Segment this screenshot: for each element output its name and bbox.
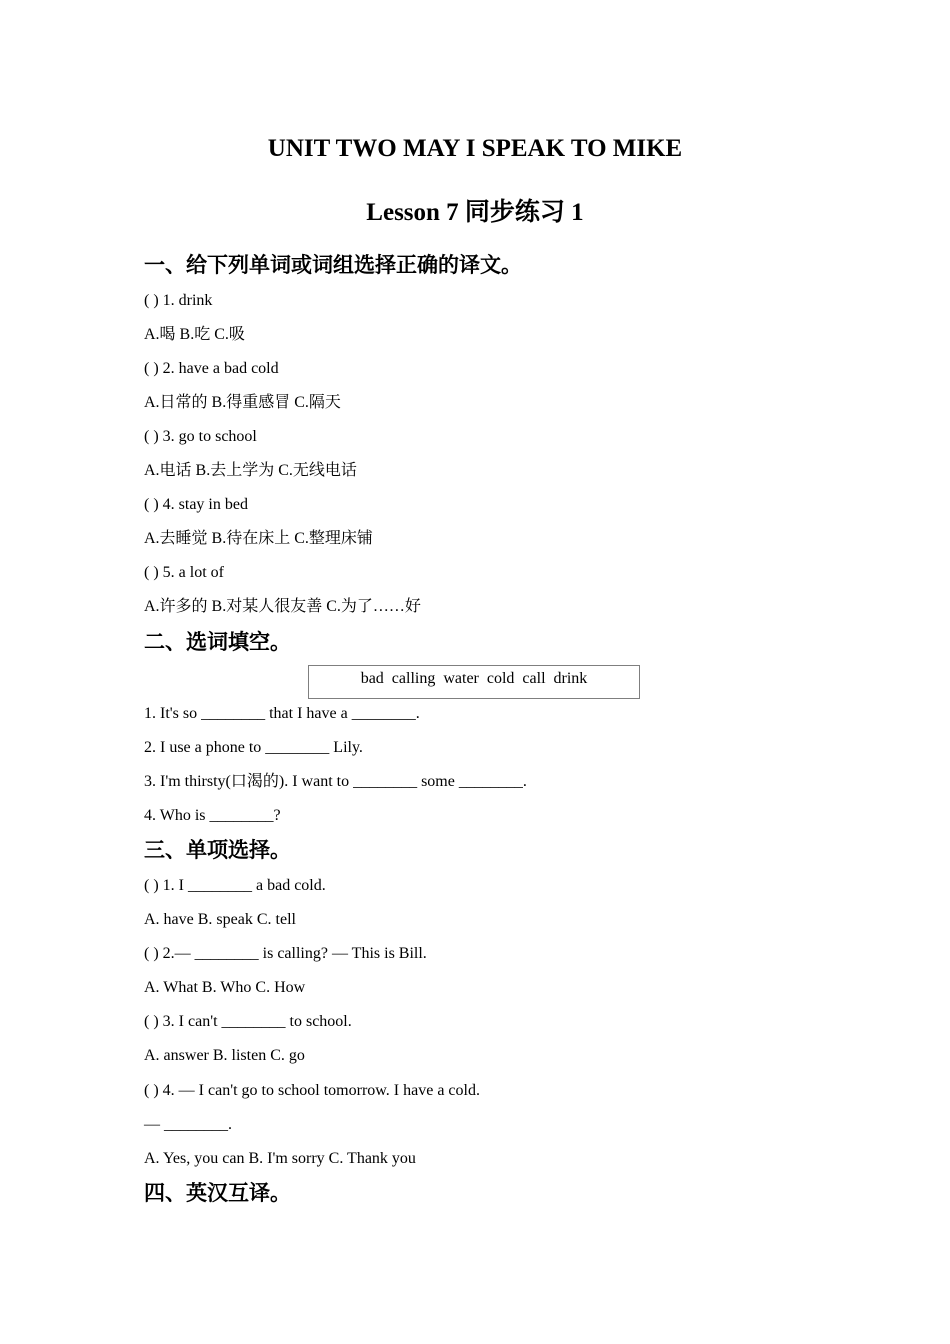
- s3-question-1: ( ) 1. I ________ a bad cold.: [144, 877, 326, 894]
- s1-options-5: A.许多的 B.对某人很友善 C.为了……好: [144, 598, 421, 615]
- s1-question-1: ( ) 1. drink: [144, 292, 213, 309]
- section2-heading: 二、选词填空。: [144, 630, 291, 654]
- word-bank-box: bad calling water cold call drink: [308, 665, 640, 699]
- s2-item-4: 4. Who is ________?: [144, 807, 281, 824]
- s3-reply-4: — ________.: [144, 1116, 232, 1133]
- s3-options-3: A. answer B. listen C. go: [144, 1047, 305, 1064]
- lesson-title: Lesson 7 同步练习 1: [366, 199, 584, 226]
- s2-item-3: 3. I'm thirsty(口渴的). I want to ________ some ________.: [144, 773, 527, 790]
- s1-options-3: A.电话 B.去上学为 C.无线电话: [144, 462, 357, 479]
- s3-options-2: A. What B. Who C. How: [144, 979, 306, 996]
- s3-question-2: ( ) 2.— ________ is calling? — This is Bill.: [144, 945, 427, 962]
- s1-options-4: A.去睡觉 B.待在床上 C.整理床铺: [144, 530, 373, 547]
- s1-options-2: A.日常的 B.得重感冒 C.隔天: [144, 394, 341, 411]
- s1-question-2: ( ) 2. have a bad cold: [144, 360, 279, 377]
- section3-heading: 三、单项选择。: [144, 838, 291, 862]
- s3-options-1: A. have B. speak C. tell: [144, 911, 296, 928]
- s3-question-3: ( ) 3. I can't ________ to school.: [144, 1013, 352, 1030]
- s3-question-4: ( ) 4. — I can't go to school tomorrow. I have a cold.: [144, 1082, 480, 1099]
- s3-options-4: A. Yes, you can B. I'm sorry C. Thank you: [144, 1150, 416, 1167]
- s2-item-2: 2. I use a phone to ________ Lily.: [144, 739, 363, 756]
- s2-item-1: 1. It's so ________ that I have a ________.: [144, 705, 420, 722]
- section4-heading: 四、英汉互译。: [144, 1181, 291, 1205]
- s1-question-3: ( ) 3. go to school: [144, 428, 257, 445]
- unit-title: UNIT TWO MAY I SPEAK TO MIKE: [267, 135, 683, 162]
- s1-options-1: A.喝 B.吃 C.吸: [144, 326, 245, 343]
- s1-question-5: ( ) 5. a lot of: [144, 564, 224, 581]
- section1-heading: 一、给下列单词或词组选择正确的译文。: [144, 253, 522, 277]
- s1-question-4: ( ) 4. stay in bed: [144, 496, 248, 513]
